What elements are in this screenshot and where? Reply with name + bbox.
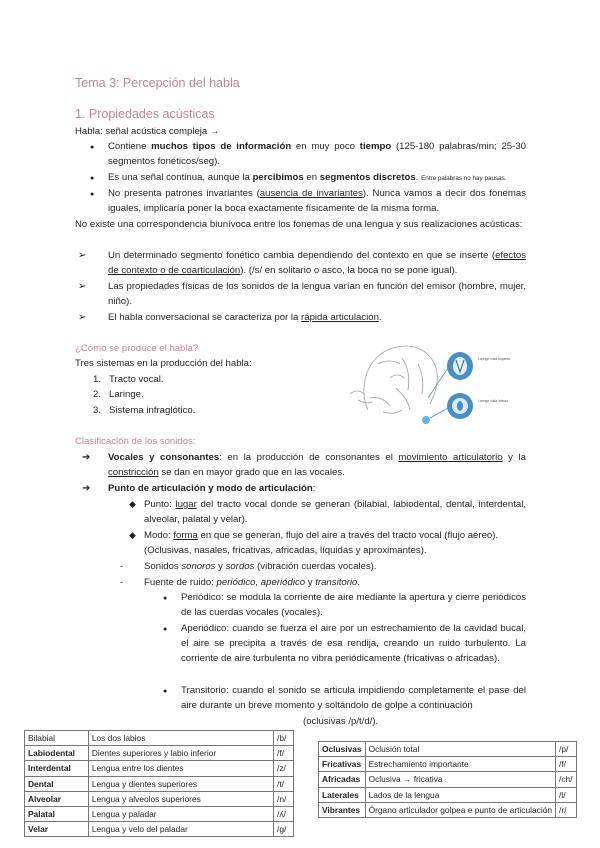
arrow-item: ➢ Un determinado segmento fonético cambia dependiendo del contexto en que se inserte (efectos de contexto o de coarticulación). (/s/ en solitario o asco, la boca no se pone igual). xyxy=(78,250,526,276)
bullet-item: Aperiódico: cuando se fuerza el aire por un estrechamiento de la cavidad bucal, el aire se precipita a través de esa rendija, creando un ruido turbulento. La corriente de aire turbulenta no vibra periódicamente (fricativas o africadas). xyxy=(181,623,526,664)
articulation-point-table xyxy=(24,730,294,837)
table-cell: Los dos labios xyxy=(88,731,273,746)
table-cell: /z/ xyxy=(274,761,294,776)
table-cell: Africadas xyxy=(319,772,366,787)
table-row xyxy=(319,757,577,772)
table-cell: /b/ xyxy=(274,731,294,746)
table-cell: Oclusivas xyxy=(319,742,366,757)
bullet-item: Transitorio: cuando el sonido se articula impidiendo completamente el pase del aire durante un breve momento y soltándolo de golpe a continuación xyxy=(181,685,526,711)
figure-caption: Laringe vista inferior xyxy=(478,399,509,403)
arrow-item: ➔ Vocales y consonantes: en la producción de consonantes el movimiento articulatorio y la constricción se dan en mayor grado que en las vocales. xyxy=(82,452,526,478)
table-cell: /f/ xyxy=(556,757,577,772)
arrow-item: ➔ Punto de articulación y modo de articulación: xyxy=(82,483,316,494)
table-cell: Lengua entre los dientes xyxy=(88,761,273,776)
table-cell: Fricativas xyxy=(319,757,366,772)
table-cell: Palatal xyxy=(25,806,89,821)
diamond-item: ◆ Modo: forma en que se generan, flujo del aire a través del tracto vocal (flujo aéreo). (Oclusivas, nasales, fricativas, africadas, líquidas y aproximantes). xyxy=(129,530,499,556)
table-row xyxy=(25,822,294,837)
arrow-item: ➢ Las propiedades físicas de los sonidos de la lengua varían en función del emisor (hombre, mujer, niño). xyxy=(78,281,526,307)
section-intro: Tres sistemas en la producción del habla: xyxy=(75,358,252,369)
table-cell: Órgano articulador golpea e punto de articulación xyxy=(365,802,555,817)
diamond-item: ◆ Punto: lugar del tracto vocal donde se generan (bilabial, labiodental, dental, interdental, alveolar, palatal y velar). xyxy=(129,499,526,525)
table-cell: /g/ xyxy=(274,822,294,837)
section-intro: Habla: señal acústica compleja → xyxy=(75,126,220,137)
bullet-item: Periódico: se modula la corriente de aire mediante la apertura y cierre periódicos de las cuerdas vocales (vocales). xyxy=(181,592,526,618)
table-cell: Velar xyxy=(25,822,89,837)
page-title: Tema 3: Percepción del habla xyxy=(75,76,240,90)
table-row xyxy=(25,746,294,761)
arrow-item: ➢ El habla conversacional se caracteriza por la rápida articulación. xyxy=(78,312,382,323)
table-row xyxy=(25,776,294,791)
table-cell: /ch/ xyxy=(556,772,577,787)
table-cell: /n/ xyxy=(274,791,294,806)
table-cell: Oclusión total xyxy=(365,742,555,757)
table-cell: Lengua y dientes superiores xyxy=(88,776,273,791)
table-cell: /l/ xyxy=(556,787,577,802)
table-cell: Dientes superiores y labio inferior xyxy=(88,746,273,761)
paragraph: No existe una correspondencia biunívoca entre los fonemas de una lengua y sus realizaciones acústicas: xyxy=(75,219,523,230)
table-cell: Alveolar xyxy=(25,791,89,806)
table-cell: Lengua y paladar xyxy=(88,806,273,821)
table-cell: /p/ xyxy=(556,742,577,757)
list-item: 2. Laringe. xyxy=(93,389,144,400)
table-cell: Lengua y velo del paladar xyxy=(88,822,273,837)
dash-item: - Sonidos sonoros y sordos (vibración cuerdas vocales). xyxy=(120,561,377,572)
table-row xyxy=(25,761,294,776)
anatomy-illustration xyxy=(338,338,528,428)
bullet-item: Es una señal continua, aunque la percibimos en segmentos discretos. Entre palabras no hay pausas. xyxy=(108,172,507,183)
section-heading-clasificacion: Clasificación de los sonidos: xyxy=(75,436,196,447)
table-cell: /t/ xyxy=(274,776,294,791)
table-cell: /r/ xyxy=(556,802,577,817)
section-heading-propiedades: 1. Propiedades acústicas xyxy=(75,107,215,121)
table-cell: Lados de la lengua xyxy=(365,787,555,802)
table-row xyxy=(25,731,294,746)
table-cell: /ʎ/ xyxy=(274,806,294,821)
table-cell: Vibrantes xyxy=(319,802,366,817)
figure-caption: Laringe vista superior xyxy=(478,357,511,361)
table-row xyxy=(319,772,577,787)
table-cell: Oclusiva → fricativa xyxy=(365,772,555,787)
articulation-manner-table xyxy=(318,741,577,818)
table-cell: Interdental xyxy=(25,761,89,776)
dash-item: - Fuente de ruido: periódico, aperiódico y transitorio. xyxy=(120,577,361,588)
table-row xyxy=(319,742,577,757)
table-cell: Labiodental xyxy=(25,746,89,761)
list-item: 3. Sistema infraglótico. xyxy=(93,405,196,416)
table-row xyxy=(25,806,294,821)
table-cell: Laterales xyxy=(319,787,366,802)
table-cell: Estrechamiento importante xyxy=(365,757,555,772)
section-heading-produccion: ¿Cómo se produce el habla? xyxy=(75,343,199,354)
table-row xyxy=(25,791,294,806)
table-cell: Bilabial xyxy=(25,731,89,746)
text-line: (oclusivas /p/t/d/). xyxy=(303,716,379,727)
list-item: 1. Tracto vocal. xyxy=(93,374,164,385)
table-cell: Dental xyxy=(25,776,89,791)
bullet-item: No presenta patrones invariantes (ausencia de invariantes). Nunca vamos a decir dos fonemas iguales, implicaría poner la boca exactamente físicamente de la misma forma. xyxy=(108,188,526,214)
table-cell: /f/ xyxy=(274,746,294,761)
table-row xyxy=(319,802,577,817)
bullet-item: Contiene muchos tipos de información en muy poco tiempo (125-180 palabras/min; 25-30 segmentos fonéticos/seg). xyxy=(108,141,527,167)
table-cell: Lengua y alveolos superiores xyxy=(88,791,273,806)
table-row xyxy=(319,787,577,802)
